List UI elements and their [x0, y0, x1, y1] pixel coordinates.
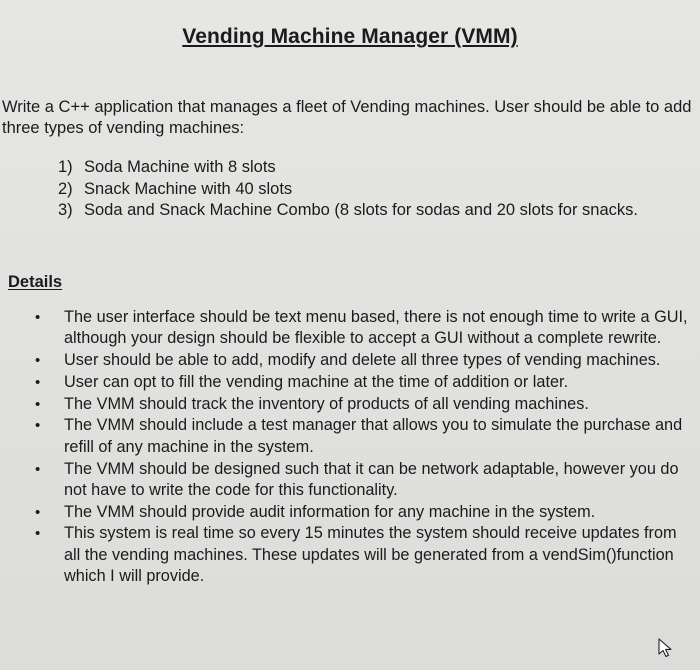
- list-item-text: Soda Machine with 8 slots: [84, 158, 276, 176]
- list-item-number: 2): [58, 179, 73, 198]
- machine-type-list: [58, 157, 638, 222]
- list-item-text: Soda and Snack Machine Combo (8 slots for sodas and 20 slots for snacks.: [84, 201, 638, 219]
- list-item-text: The VMM should include a test manager that allows you to simulate the purchase and refill of any machine in the system.: [64, 416, 683, 456]
- list-item-text: Snack Machine with 40 slots: [84, 179, 293, 198]
- bullet: •: [35, 503, 41, 521]
- bullet: •: [35, 395, 41, 413]
- mouse-pointer-icon: [657, 638, 675, 658]
- list-item: [30, 350, 690, 371]
- bullet: •: [35, 417, 41, 435]
- bullet: •: [35, 525, 41, 543]
- list-item-text: The VMM should be designed such that it can be network adaptable, however you do not have to write the code for this functionality.: [64, 459, 679, 499]
- list-item-text: The user interface should be text menu based, there is not enough time to write a GUI, although your design should be flexible to accept a GUI without a complete rewrite.: [64, 308, 688, 348]
- list-item: [30, 415, 690, 458]
- list-item-text: User should be able to add, modify and delete all three types of vending machines.: [64, 351, 661, 370]
- bullet: •: [35, 309, 41, 326]
- list-item: [30, 372, 690, 393]
- list-item: [58, 157, 638, 179]
- list-item-text: The VMM should provide audit information for any machine in the system.: [64, 502, 596, 521]
- list-item: [30, 459, 690, 502]
- list-item-number: 1): [58, 158, 73, 176]
- list-item: [30, 523, 690, 587]
- list-item: [30, 502, 690, 523]
- list-item-text: User can opt to fill the vending machine at the time of addition or later.: [64, 372, 569, 391]
- bullet: •: [35, 373, 41, 391]
- list-item-text: The VMM should track the inventory of products of all vending machines.: [64, 394, 589, 413]
- list-item-number: 3): [58, 201, 73, 219]
- bullet: •: [35, 460, 41, 478]
- details-list: [30, 307, 690, 588]
- intro-paragraph: Write a C++ application that manages a fleet of Vending machines. User should be able to add three types of vending machines:: [2, 98, 692, 137]
- list-item: [30, 394, 690, 415]
- details-heading: Details: [8, 273, 63, 291]
- list-item: [30, 307, 690, 350]
- list-item-text: This system is real time so every 15 minutes the system should receive updates from all the vending machines. These updates will be generated from a vendSim()function which I will provide.: [64, 524, 677, 586]
- list-item: [58, 179, 638, 201]
- list-item: [58, 200, 638, 222]
- document-title: Vending Machine Manager (VMM): [182, 25, 518, 48]
- bullet: •: [35, 352, 41, 370]
